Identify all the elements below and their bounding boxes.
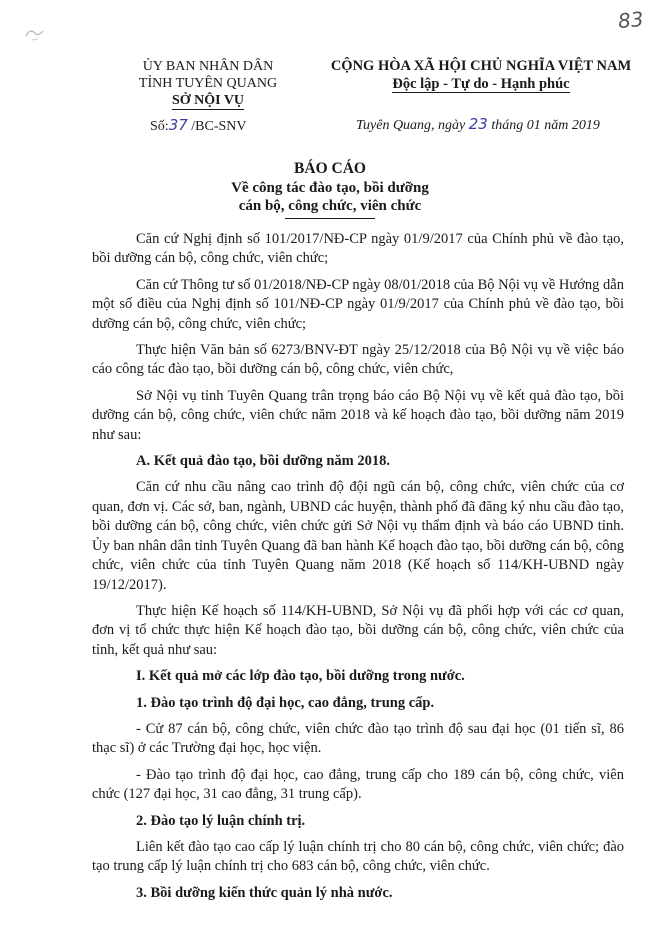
paragraph-intro: Sở Nội vụ tỉnh Tuyên Quang trân trọng báo cáo Bộ Nội vụ về kết quả đào tạo, bồi dưỡng cán bộ, công chức, viên chức năm 2018 và kế hoạch đào tạo, bồi dưỡng năm 2019 như sau: (92, 387, 624, 443)
subsection-2-paragraph: Liên kết đào tạo cao cấp lý luận chính trị cho 80 cán bộ, công chức, viên chức; đào tạo trung cấp lý luận chính trị cho 683 cán bộ, công chức, viên chức. (92, 838, 624, 875)
subsection-1-item-1: - Cử 87 cán bộ, công chức, viên chức đào tạo trình độ sau đại học (01 tiến sĩ, 86 thạc sĩ) ở các Trường đại học, học viện. (92, 720, 624, 757)
date-prefix: Tuyên Quang, ngày (356, 118, 466, 133)
issuing-authority (108, 58, 308, 110)
subsection-3-heading: 3. Bồi dưỡng kiến thức quản lý nhà nước. (136, 884, 393, 901)
department-name: SỞ NỘI VỤ (171, 93, 245, 108)
nation-name: CỘNG HÒA XÃ HỘI CHỦ NGHĨA VIỆT NAM (330, 58, 632, 74)
section-a-paragraph-1: Căn cứ nhu cầu nâng cao trình độ đội ngũ cán bộ, công chức, viên chức của cơ quan, đơn vị. Các sở, ban, ngành, UBND các huyện, thành phố đã đăng ký nhu cầu đào tạo, bồi dưỡng cán bộ, công chức, viên chức gửi Sở Nội vụ thẩm định và báo cáo UBND tỉnh. Ủy ban nhân dân tỉnh Tuyên Quang đã ban hành Kế hoạch đào tạo, bồi dưỡng cán bộ, công chức, viên chức của tỉnh Tuyên Quang năm 2018 (Kế hoạch số 114/KH-UBND ngày 19/12/2017). (92, 479, 624, 593)
title-sub-1: Về công tác đào tạo, bồi dưỡng (231, 179, 429, 196)
paragraph-basis-decree: Căn cứ Nghị định số 101/2017/NĐ-CP ngày 01/9/2017 của Chính phủ về đào tạo, bồi dưỡng cán bộ, công chức, viên chức; (92, 231, 624, 267)
paragraph-basis-circular: Căn cứ Thông tư số 01/2018/NĐ-CP ngày 08/01/2018 của Bộ Nội vụ về Hướng dẫn một số điều của Nghị định số 101/NĐ-CP ngày 01/9/2017 của Chính phủ về đào tạo, bồi dưỡng cán bộ, công chức, viên chức; (92, 276, 624, 332)
date-day-handwritten: 23 (468, 115, 488, 133)
subsection-2-heading: 2. Đào tạo lý luận chính trị. (136, 812, 306, 829)
handwritten-page-number: 83 (616, 6, 645, 34)
doc-no-handwritten: 37 (168, 116, 188, 134)
section-a-heading: A. Kết quả đào tạo, bồi dưỡng năm 2018. (136, 453, 391, 470)
stamp-mark (22, 22, 52, 44)
date-line (356, 115, 600, 134)
section-a-paragraph-2: Thực hiện Kế hoạch số 114/KH-UBND, Sở Nội vụ đã phối hợp với các cơ quan, đơn vị tổ chức thực hiện Kế hoạch đào tạo, bồi dưỡng cán bộ, công chức, viên chức của tỉnh, kết quả như sau: (92, 602, 624, 658)
national-motto: Độc lập - Tự do - Hạnh phúc (392, 76, 570, 92)
org-line-1: ỦY BAN NHÂN DÂN (142, 59, 274, 74)
paragraph-basis-document: Thực hiện Văn bản số 6273/BNV-ĐT ngày 25/12/2018 của Bộ Nội vụ về việc báo cáo công tác đào tạo, bồi dưỡng cán bộ, công chức, viên chức, (92, 342, 624, 378)
title-main: BÁO CÁO (294, 160, 366, 177)
subsection-1-heading: 1. Đào tạo trình độ đại học, cao đẳng, trung cấp. (136, 694, 435, 711)
report-title (140, 160, 520, 219)
report-body (92, 230, 624, 910)
document-number (150, 116, 247, 135)
org-line-2: TỈNH TUYÊN QUANG (138, 76, 278, 91)
title-sub-2: cán bộ, công chức, viên chức (238, 198, 422, 214)
national-header (322, 57, 640, 93)
doc-no-suffix: /BC-SNV (191, 119, 247, 134)
section-i-heading: I. Kết quả mở các lớp đào tạo, bồi dưỡng trong nước. (136, 668, 465, 685)
subsection-1-item-2: - Đào tạo trình độ đại học, cao đẳng, trung cấp cho 189 cán bộ, công chức, viên chức (127 đại học, 31 cao đẳng, 31 trung cấp). (92, 766, 624, 803)
doc-no-prefix: Số: (150, 119, 169, 134)
title-divider (285, 218, 375, 219)
date-suffix: tháng 01 năm 2019 (491, 118, 600, 133)
